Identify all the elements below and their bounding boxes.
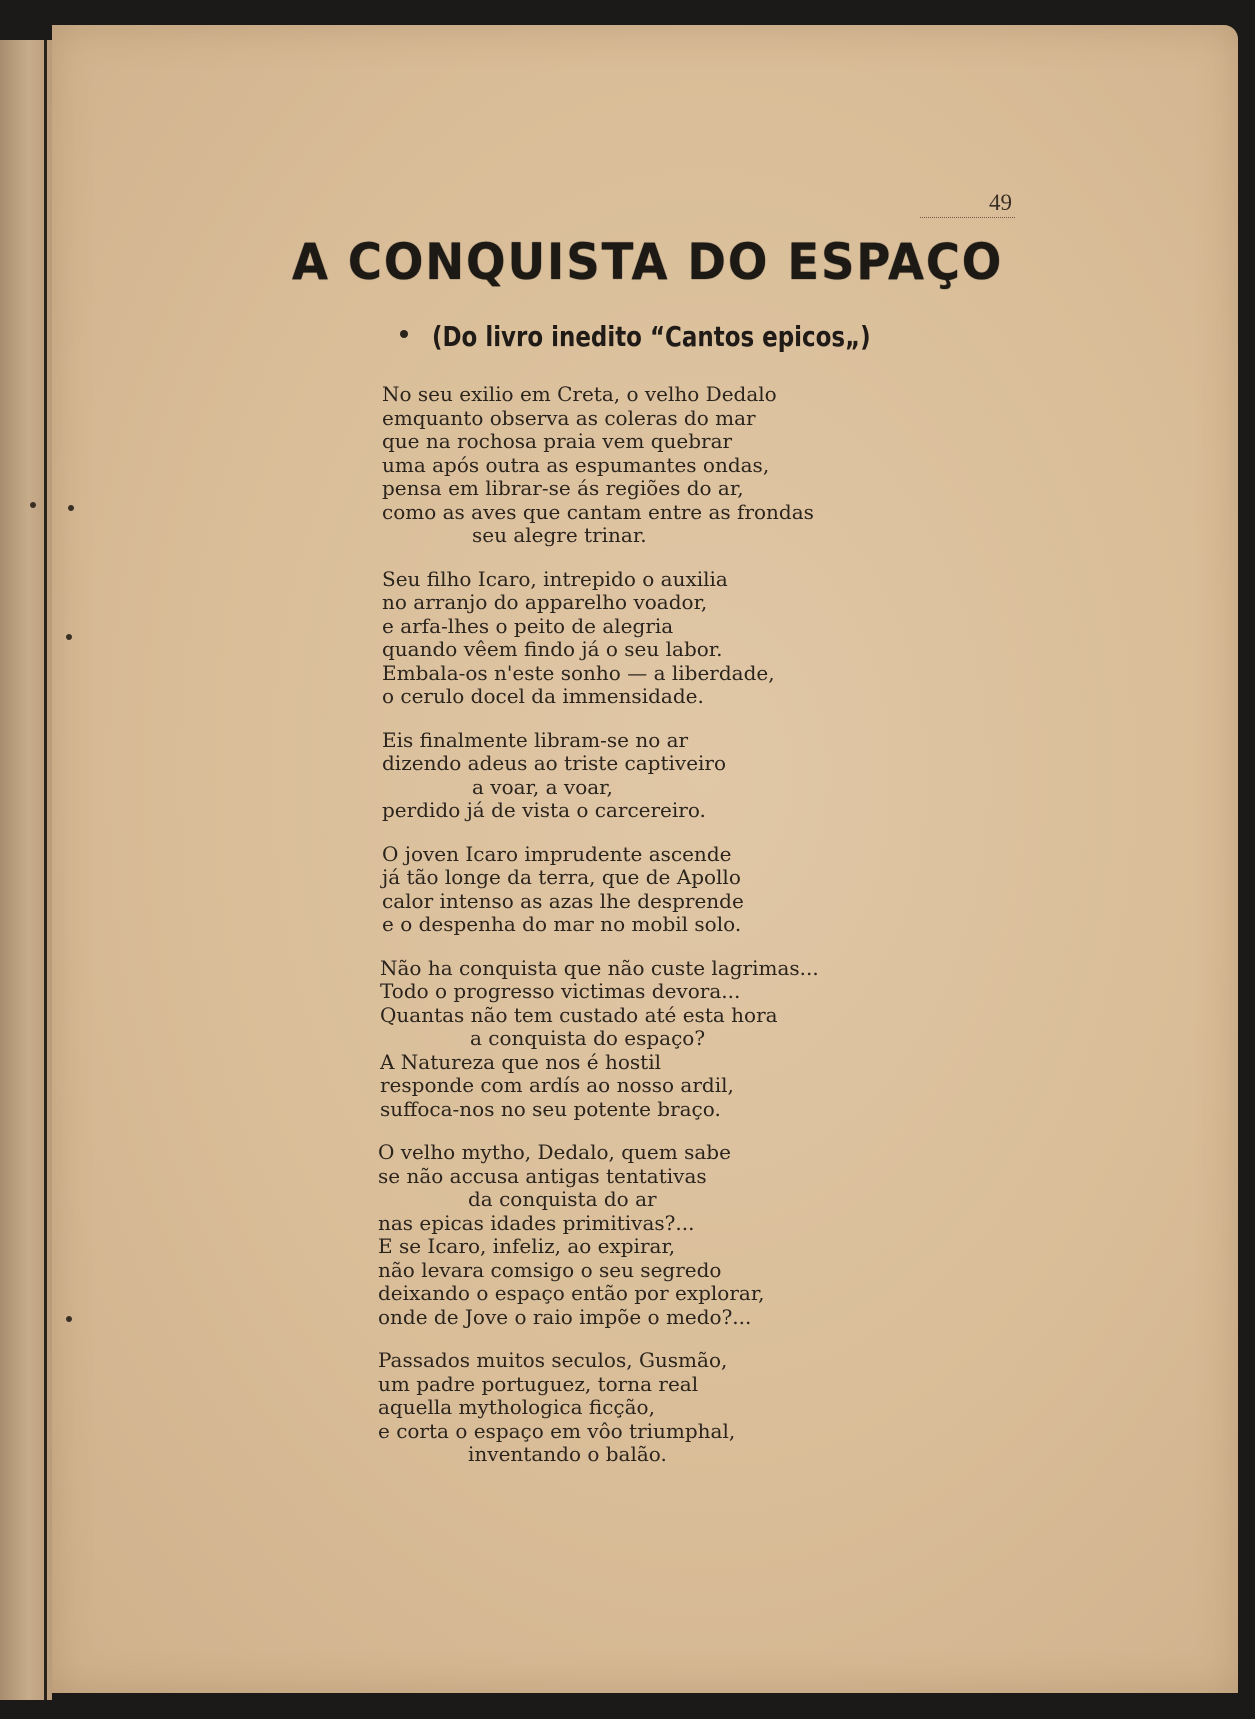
poem-line: e o despenha do mar no mobil solo. <box>382 912 742 936</box>
stanza <box>382 568 902 709</box>
poem-line: um padre portuguez, torna real <box>378 1371 699 1396</box>
poem-line: perdido já de vista o carcereiro. <box>382 798 706 822</box>
poem-line: aquella mythologica ficção, <box>378 1395 655 1419</box>
poem-line: quando vêem findo já o seu labor. <box>382 637 723 661</box>
poem-line: dizendo adeus ao triste captiveiro <box>382 751 727 775</box>
poem-line: Todo o progresso victimas devora... <box>380 979 741 1003</box>
margin-mark <box>30 502 36 508</box>
poem-line: emquanto observa as coleras do mar <box>382 405 756 430</box>
subtitle-bullet <box>400 330 408 338</box>
stanza <box>382 729 902 823</box>
poem-line: a voar, a voar, <box>472 774 613 799</box>
stanza <box>382 843 902 937</box>
poem-title: A CONQUISTA DO ESPAÇO <box>292 233 1004 291</box>
poem-line: já tão longe da terra, que de Apollo <box>382 865 741 889</box>
margin-mark <box>68 505 74 511</box>
page-number-rule <box>920 217 1015 218</box>
poem-line: não levara comsigo o seu segredo <box>378 1257 722 1282</box>
poem-line: calor intenso as azas lhe desprende <box>382 888 744 913</box>
stanza <box>380 957 902 1122</box>
poem-line: como as aves que cantam entre as frondas <box>382 499 814 524</box>
poem-line: que na rochosa praia vem quebrar <box>382 429 733 453</box>
poem-line: Quantas não tem custado até esta hora <box>380 1002 778 1027</box>
poem-line: uma após outra as espumantes ondas, <box>382 452 770 477</box>
poem-line: da conquista do ar <box>468 1187 657 1211</box>
poem-line: nas epicas idades primitivas?... <box>378 1210 695 1235</box>
poem-line: o cerulo docel da immensidade. <box>382 684 704 708</box>
poem-line: A Natureza que nos é hostil <box>380 1049 661 1074</box>
poem-line: pensa em librar-se ás regiões do ar, <box>382 476 744 500</box>
poem-line: onde de Jove o raio impõe o medo?... <box>378 1304 752 1329</box>
margin-mark <box>66 1316 72 1322</box>
poem-line: E se Icaro, infeliz, ao expirar, <box>378 1234 676 1258</box>
margin-mark <box>66 634 72 640</box>
poem-line: Seu filho Icaro, intrepido o auxilia <box>382 566 728 591</box>
poem-line: Não ha conquista que não custe lagrimas... <box>380 955 819 980</box>
facing-page-edge <box>0 40 52 1700</box>
stanza <box>378 1141 902 1329</box>
poem-line: e corta o espaço em vôo triumphal, <box>378 1418 736 1443</box>
stanza <box>382 383 902 548</box>
poem-line: O velho mytho, Dedalo, quem sabe <box>378 1140 731 1164</box>
poem-subtitle: (Do livro inedito “Cantos epicos„) <box>432 320 871 353</box>
poem-line: deixando o espaço então por explorar, <box>378 1281 765 1305</box>
poem-line: responde com ardís ao nosso ardil, <box>380 1073 734 1097</box>
poem-line: no arranjo do apparelho voador, <box>382 590 708 614</box>
poem-body <box>378 382 902 1487</box>
poem-line: seu alegre trinar. <box>472 523 647 547</box>
page-number: 49 <box>989 190 1012 215</box>
poem-line: inventando o balão. <box>468 1442 667 1466</box>
poem-line: Eis finalmente libram-se no ar <box>382 727 689 752</box>
book-page <box>52 25 1238 1693</box>
poem-line: e arfa-lhes o peito de alegria <box>382 613 674 638</box>
stanza <box>378 1349 902 1467</box>
poem-line: suffoca-nos no seu potente braço. <box>380 1096 721 1121</box>
poem-line: a conquista do espaço? <box>470 1026 706 1050</box>
poem-line: Embala-os n'este sonho — a liberdade, <box>382 660 775 685</box>
poem-line: O joven Icaro imprudente ascende <box>382 841 732 866</box>
poem-line: se não accusa antigas tentativas <box>378 1163 707 1188</box>
poem-line: No seu exilio em Creta, o velho Dedalo <box>382 382 777 406</box>
poem-line: Passados muitos seculos, Gusmão, <box>378 1348 728 1372</box>
